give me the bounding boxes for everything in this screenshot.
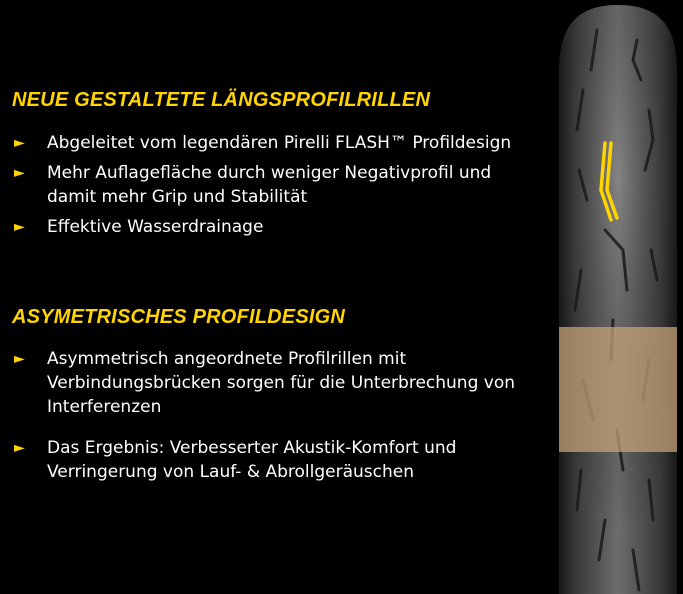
bullet-arrow-icon: ► (14, 219, 25, 235)
bullet-text: Effektive Wasserdrainage (47, 217, 264, 237)
bullet-text: Asymmetrisch angeordnete Profilrillen mit Verbindungsbrücken sorgen für die Unterbrechung von Interferenzen (47, 349, 516, 417)
bullet-text: Abgeleitet vom legendären Pirelli FLASH™ Profildesign (47, 133, 512, 153)
bullet-arrow-icon: ► (14, 135, 25, 151)
list-item (12, 347, 542, 419)
list-item (12, 161, 542, 209)
bullet-arrow-icon: ► (14, 440, 25, 456)
bullet-text: Mehr Auflagefläche durch weniger Negativprofil und damit mehr Grip und Stabilität (47, 163, 492, 207)
list-item (12, 436, 542, 484)
bullet-text: Das Ergebnis: Verbesserter Akustik-Komfort und Verringerung von Lauf- & Abrollgeräuschen (47, 438, 457, 482)
bullet-arrow-icon: ► (14, 165, 25, 181)
section-heading-asymmetric-design: ASYMETRISCHES PROFILDESIGN (12, 306, 346, 328)
bullet-arrow-icon: ► (14, 351, 25, 367)
list-item (12, 131, 542, 155)
tire-tread-icon (553, 0, 683, 594)
bullet-list-asymmetric-design (12, 347, 542, 484)
section-heading-tread-grooves: NEUE GESTALTETE LÄNGSPROFILRILLEN (12, 89, 431, 111)
bullet-list-tread-grooves (12, 131, 542, 239)
list-item (12, 215, 542, 239)
